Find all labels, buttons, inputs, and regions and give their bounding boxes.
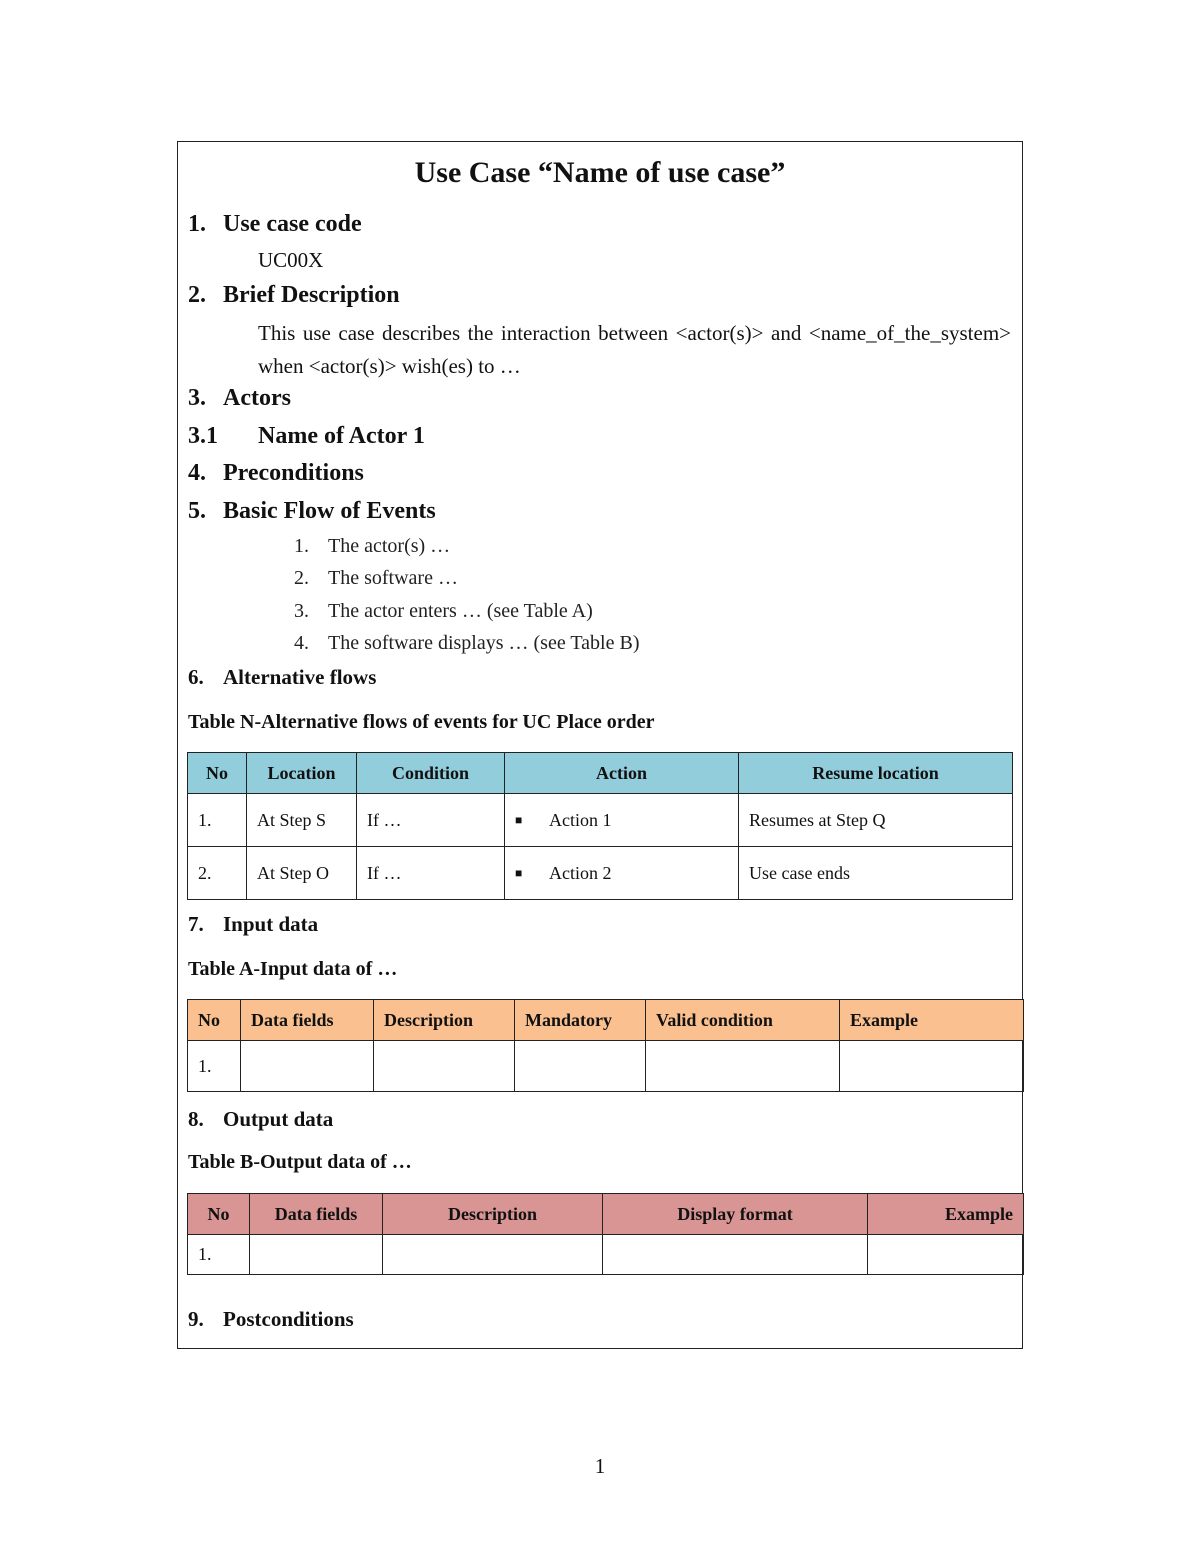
output-data-table <box>187 1193 1024 1275</box>
table-row <box>188 1235 1024 1275</box>
section-number: 7. <box>188 912 204 936</box>
basic-flow-item <box>294 632 639 655</box>
col-header-location: Location <box>247 753 357 794</box>
action-text: Action 1 <box>549 809 612 830</box>
cell-example <box>868 1235 1024 1275</box>
table-b-caption: Table B-Output data of … <box>188 1151 412 1173</box>
section-heading: Brief Description <box>223 282 400 308</box>
flow-item-text: The software displays … (see Table B) <box>328 632 640 654</box>
col-header-data-fields: Data fields <box>241 1000 374 1041</box>
section-actor-1 <box>188 423 425 450</box>
col-header-condition: Condition <box>357 753 505 794</box>
section-input-data <box>188 912 318 937</box>
section-heading: Use case code <box>223 211 362 237</box>
cell-resume-location: Use case ends <box>739 847 1013 900</box>
cell-display-format <box>603 1235 868 1275</box>
cell-data-fields <box>250 1235 383 1275</box>
bullet-icon: ■ <box>515 812 523 827</box>
basic-flow-item <box>294 600 593 623</box>
table-header-row <box>188 1194 1024 1235</box>
section-number: 2. <box>188 282 206 308</box>
flow-item-number: 1. <box>294 535 309 557</box>
cell-no: 1. <box>188 794 247 847</box>
col-header-display-format: Display format <box>603 1194 868 1235</box>
section-number: 4. <box>188 460 206 486</box>
cell-no: 1. <box>188 1041 241 1092</box>
cell-location: At Step O <box>247 847 357 900</box>
cell-action <box>505 794 739 847</box>
section-heading: Input data <box>223 912 319 936</box>
table-row <box>188 1041 1024 1092</box>
page-number: 1 <box>594 1454 606 1478</box>
table-row <box>188 847 1013 900</box>
basic-flow-item <box>294 535 450 558</box>
col-header-data-fields: Data fields <box>250 1194 383 1235</box>
cell-data-fields <box>241 1041 374 1092</box>
cell-location: At Step S <box>247 794 357 847</box>
cell-example <box>840 1041 1024 1092</box>
section-number: 6. <box>188 665 204 689</box>
brief-description-text: This use case describes the interaction between <actor(s)> and <name_of_the_system> when <actor(s)> wish(es) to … <box>258 321 1011 378</box>
section-heading: Actors <box>223 385 291 411</box>
col-header-description: Description <box>383 1194 603 1235</box>
col-header-action: Action <box>505 753 739 794</box>
cell-no: 1. <box>188 1235 250 1275</box>
section-heading: Postconditions <box>223 1307 354 1331</box>
table-header-row <box>188 753 1013 794</box>
cell-action <box>505 847 739 900</box>
flow-item-number: 3. <box>294 600 309 622</box>
flow-item-number: 4. <box>294 632 309 654</box>
basic-flow-item <box>294 567 458 590</box>
action-text: Action 2 <box>549 862 612 883</box>
table-header-row <box>188 1000 1024 1041</box>
section-alternative-flows <box>188 665 376 690</box>
input-data-table <box>187 999 1024 1092</box>
section-number: 8. <box>188 1107 204 1131</box>
col-header-example: Example <box>840 1000 1024 1041</box>
table-row <box>188 794 1013 847</box>
flow-item-text: The software … <box>328 567 458 589</box>
section-heading: Output data <box>223 1107 334 1131</box>
alternative-flows-table <box>187 752 1013 900</box>
cell-description <box>383 1235 603 1275</box>
document-title: Use Case “Name of use case” <box>414 156 786 189</box>
cell-valid-condition <box>646 1041 840 1092</box>
section-brief-description <box>188 282 400 309</box>
section-number: 1. <box>188 211 206 237</box>
col-header-no: No <box>188 753 247 794</box>
section-number: 3.1 <box>188 423 218 449</box>
section-heading: Name of Actor 1 <box>258 423 425 449</box>
flow-item-text: The actor enters … (see Table A) <box>328 600 593 622</box>
section-output-data <box>188 1107 333 1132</box>
section-actors <box>188 385 291 412</box>
col-header-no: No <box>188 1000 241 1041</box>
table-a-caption: Table A-Input data of … <box>188 958 398 980</box>
section-heading: Alternative flows <box>223 665 377 689</box>
section-heading: Basic Flow of Events <box>223 498 436 524</box>
col-header-mandatory: Mandatory <box>515 1000 646 1041</box>
bullet-icon: ■ <box>515 865 523 880</box>
cell-no: 2. <box>188 847 247 900</box>
col-header-description: Description <box>374 1000 515 1041</box>
section-basic-flow <box>188 498 436 525</box>
section-number: 3. <box>188 385 206 411</box>
cell-resume-location: Resumes at Step Q <box>739 794 1013 847</box>
flow-item-text: The actor(s) … <box>328 535 451 557</box>
cell-condition: If … <box>357 794 505 847</box>
table-n-caption: Table N-Alternative flows of events for UC Place order <box>188 711 655 733</box>
col-header-no: No <box>188 1194 250 1235</box>
section-use-case-code <box>188 211 362 238</box>
section-heading: Preconditions <box>223 460 364 486</box>
flow-item-number: 2. <box>294 567 309 589</box>
use-case-code-value: UC00X <box>258 248 324 272</box>
cell-condition: If … <box>357 847 505 900</box>
col-header-valid-condition: Valid condition <box>646 1000 840 1041</box>
col-header-resume-location: Resume location <box>739 753 1013 794</box>
cell-description <box>374 1041 515 1092</box>
col-header-example: Example <box>868 1194 1024 1235</box>
section-preconditions <box>188 460 364 487</box>
section-postconditions <box>188 1307 354 1332</box>
section-number: 5. <box>188 498 206 524</box>
section-number: 9. <box>188 1307 204 1331</box>
cell-mandatory <box>515 1041 646 1092</box>
